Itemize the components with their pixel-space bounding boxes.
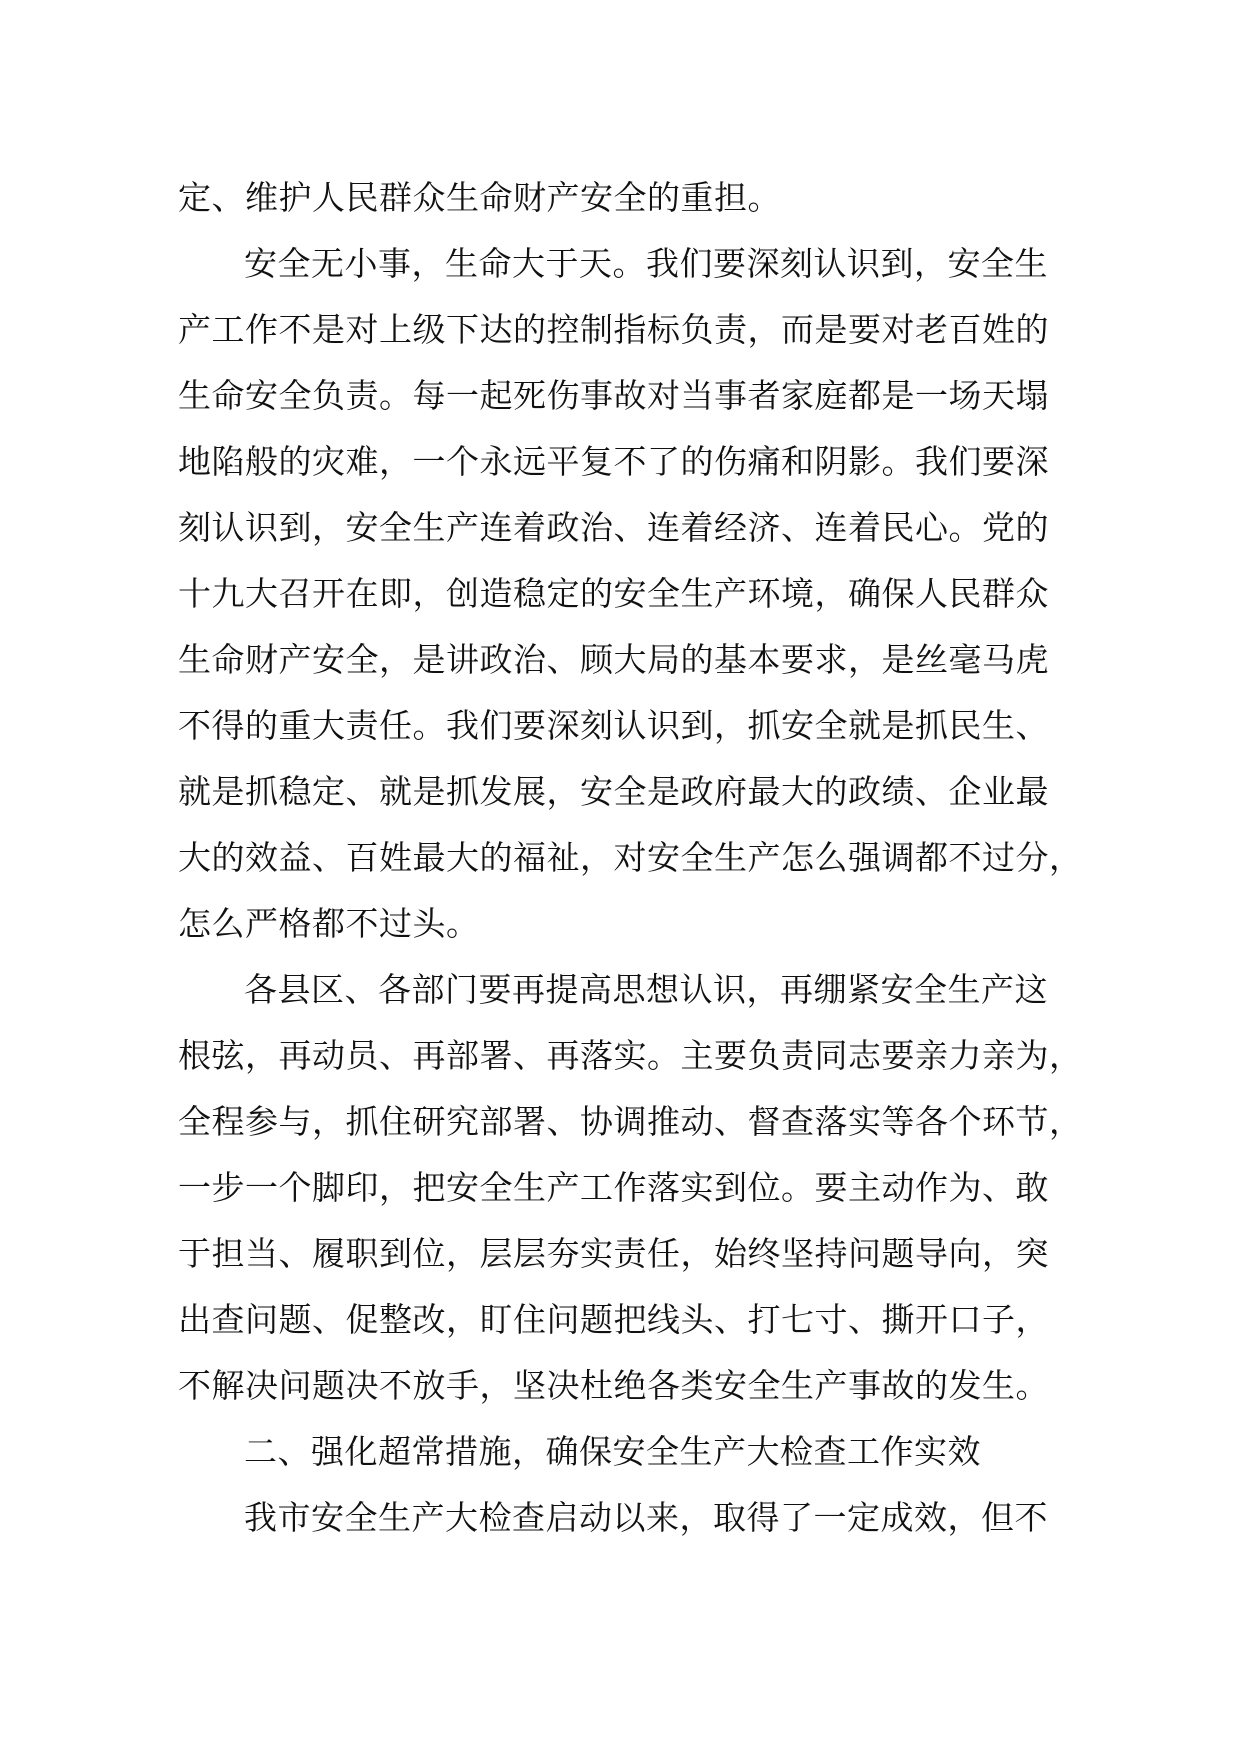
paragraph-start-line: 各县区、各部门要再提高思想认识，再绷紧安全生产这 bbox=[244, 970, 1048, 1009]
text-line: 产工作不是对上级下达的控制指标负责，而是要对老百姓的 bbox=[178, 310, 1049, 349]
section-heading: 二、强化超常措施，确保安全生产大检查工作实效 bbox=[244, 1432, 981, 1471]
text-line: 定、维护人民群众生命财产安全的重担。 bbox=[178, 178, 781, 217]
text-line: 出查问题、促整改，盯住问题把线头、打七寸、撕开口子， bbox=[178, 1300, 1049, 1339]
text-line: 地陷般的灾难，一个永远平复不了的伤痛和阴影。我们要深 bbox=[178, 442, 1049, 481]
text-line: 大的效益、百姓最大的福祉，对安全生产怎么强调都不过分， bbox=[178, 838, 1083, 877]
text-line: 生命财产安全，是讲政治、顾大局的基本要求，是丝毫马虎 bbox=[178, 640, 1049, 679]
paragraph-start-line: 我市安全生产大检查启动以来，取得了一定成效，但不 bbox=[244, 1498, 1048, 1537]
text-line: 刻认识到，安全生产连着政治、连着经济、连着民心。党的 bbox=[178, 508, 1049, 547]
text-line: 怎么严格都不过头。 bbox=[178, 904, 480, 943]
text-line: 不得的重大责任。我们要深刻认识到，抓安全就是抓民生、 bbox=[178, 706, 1049, 745]
text-line: 一步一个脚印，把安全生产工作落实到位。要主动作为、敢 bbox=[178, 1168, 1049, 1207]
text-line: 就是抓稳定、就是抓发展，安全是政府最大的政绩、企业最 bbox=[178, 772, 1049, 811]
text-line: 全程参与，抓住研究部署、协调推动、督查落实等各个环节， bbox=[178, 1102, 1083, 1141]
text-line: 根弦，再动员、再部署、再落实。主要负责同志要亲力亲为， bbox=[178, 1036, 1083, 1075]
text-line: 十九大召开在即，创造稳定的安全生产环境，确保人民群众 bbox=[178, 574, 1049, 613]
paragraph-start-line: 安全无小事，生命大于天。我们要深刻认识到，安全生 bbox=[244, 244, 1048, 283]
text-line: 于担当、履职到位，层层夯实责任，始终坚持问题导向，突 bbox=[178, 1234, 1049, 1273]
text-line: 不解决问题决不放手，坚决杜绝各类安全生产事故的发生。 bbox=[178, 1366, 1049, 1405]
text-line: 生命安全负责。每一起死伤事故对当事者家庭都是一场天塌 bbox=[178, 376, 1049, 415]
